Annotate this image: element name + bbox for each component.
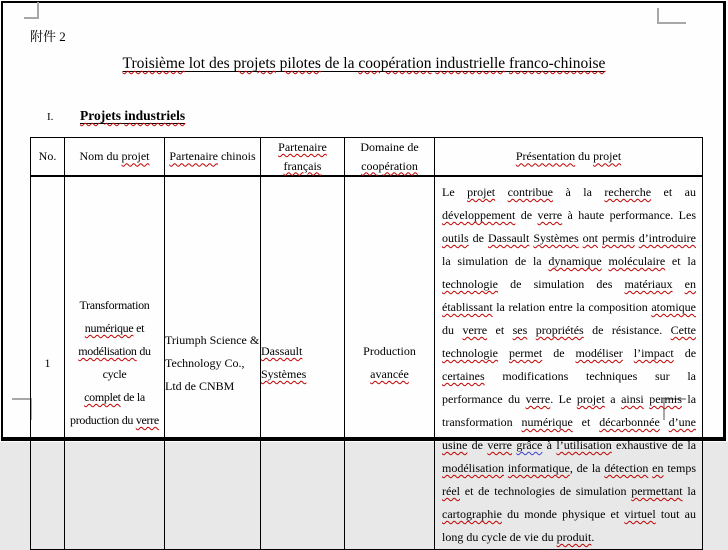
section-number: I.	[47, 111, 54, 123]
crop-mark-top-left	[24, 2, 39, 19]
column-header-no: No.	[31, 138, 65, 177]
page-title: Troisième lot des projets pilotes de la coopération industrielle franco-chinoise	[122, 55, 606, 72]
cell-project-presentation: Le projet contribue à la recherche et au développement de verre à haute performance. Les outils de Dassault Systèmes ont permis d’introduire la simulation de la dynamique moléculaire et la technologie de simulation des matériaux en établissant la relation entre la composition atomique du verre et ses propriétés de résistance. Cette technologie permet de modéliser l’impact de certaines modifications techniques sur la performance du verre. Le projet a ainsi permis la transformation numérique et décarbonnée d’une usine de verre grâce à l’utilisation exhaustive de la modélisation informatique, de la détection en temps réel et de technologies de simulation permettant la cartographie du monde physique et virtuel tout au long du cycle de vie du produit.	[435, 176, 703, 550]
crop-mark-top-right	[657, 8, 686, 24]
column-header-chinese-partner: Partenaire chinois	[165, 138, 261, 177]
annex-label: 附件 2	[30, 29, 66, 44]
cell-project-name: Transformation numérique et modélisation du cycle complet de la production du verre	[65, 176, 165, 550]
crop-mark-bottom-left	[12, 398, 32, 420]
cell-french-partner: Dassault Systèmes	[261, 176, 345, 550]
table-row	[31, 176, 703, 550]
column-header-project-name: Nom du projet	[65, 138, 165, 177]
cell-project-no: 1	[31, 176, 65, 550]
cell-cooperation-domain: Production avancée	[345, 176, 435, 550]
table-header-row	[31, 138, 703, 177]
section-title: Projets industriels	[80, 108, 186, 123]
section-heading	[47, 108, 185, 124]
column-header-presentation: Présentation du projet	[435, 138, 703, 177]
column-header-cooperation-domain: Domaine de coopération	[345, 138, 435, 177]
cell-chinese-partner: Triumph Science & Technology Co., Ltd de CNBM	[165, 176, 261, 550]
projects-table	[30, 137, 703, 550]
column-header-french-partner: Partenaire français	[261, 138, 345, 177]
